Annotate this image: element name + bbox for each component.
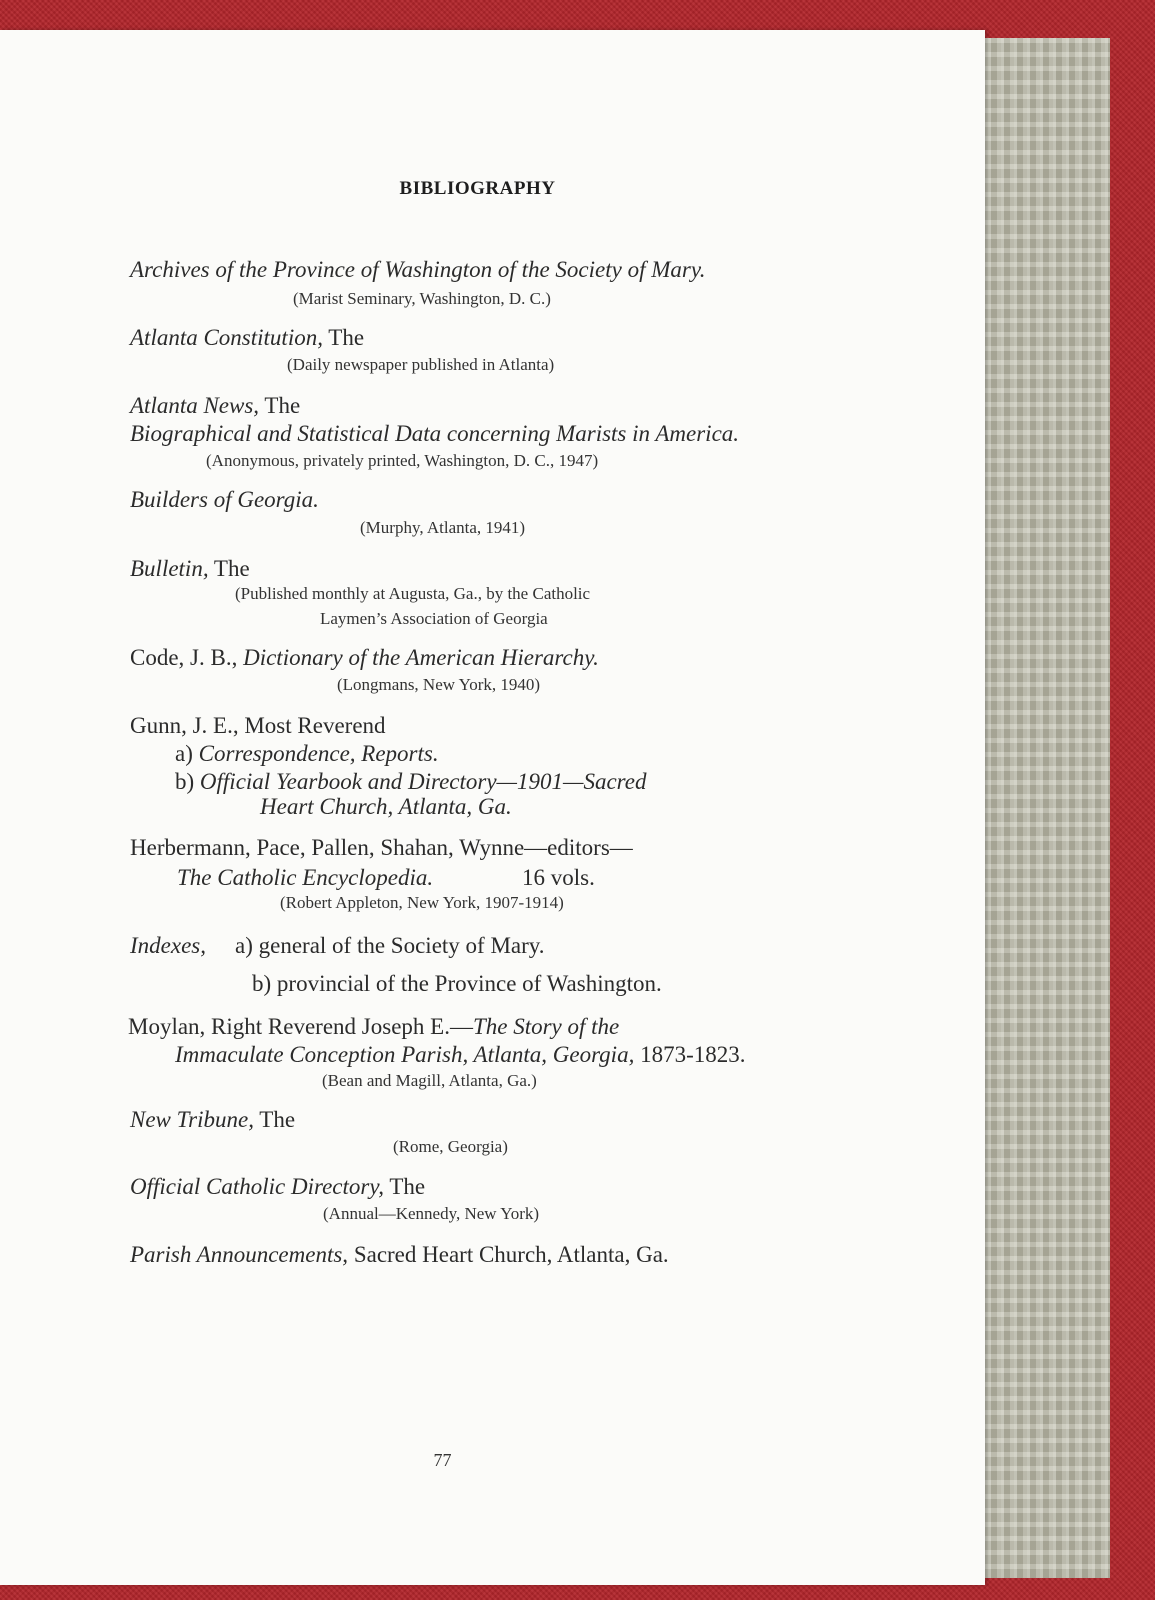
entry-gunn-item-b-cont: Heart Church, Atlanta, Ga. bbox=[260, 794, 512, 819]
book-page bbox=[0, 30, 985, 1585]
entry-constitution-suffix: The bbox=[322, 325, 365, 350]
entry-moylan-cont bbox=[175, 1041, 746, 1069]
entry-moylan-title-2: Immaculate Conception Parish, Atlanta, Georgia, bbox=[175, 1042, 635, 1067]
entry-indexes-item-b: b) provincial of the Province of Washington. bbox=[252, 971, 662, 996]
entry-moylan-author: Moylan, Right Reverend Joseph E.— bbox=[128, 1014, 473, 1039]
entry-gunn-item-b-marker: b) bbox=[175, 769, 200, 794]
entry-directory-note: (Annual—Kennedy, New York) bbox=[323, 1204, 540, 1223]
entry-constitution bbox=[130, 324, 364, 352]
entry-directory bbox=[130, 1173, 425, 1201]
entry-moylan-years: 1873-1823. bbox=[634, 1042, 746, 1067]
entry-archives-note: (Marist Seminary, Washington, D. C.) bbox=[293, 289, 551, 308]
entry-tribune bbox=[130, 1106, 295, 1134]
entry-tribune-note: (Rome, Georgia) bbox=[393, 1137, 508, 1156]
entry-code-title: Dictionary of the American Hierarchy. bbox=[243, 645, 599, 670]
entry-news bbox=[130, 392, 300, 420]
entry-code-note: (Longmans, New York, 1940) bbox=[337, 675, 541, 694]
entry-biographical-title: Biographical and Statistical Data concerning Marists in America. bbox=[130, 421, 740, 446]
entry-archives-title: Archives of the Province of Washington of the Society of Mary. bbox=[130, 257, 706, 282]
entry-tribune-title: New Tribune, bbox=[130, 1107, 254, 1132]
entry-bulletin-note-1: (Published monthly at Augusta, Ga., by the Catholic bbox=[235, 584, 591, 603]
entry-builders-note: (Murphy, Atlanta, 1941) bbox=[360, 518, 526, 537]
entry-bulletin-note-2: Laymen’s Association of Georgia bbox=[320, 609, 548, 628]
entry-tribune-suffix: The bbox=[253, 1107, 296, 1132]
entry-directory-title: Official Catholic Directory, bbox=[130, 1174, 385, 1199]
entry-moylan bbox=[128, 1013, 619, 1041]
entry-moylan-title-1: The Story of the bbox=[472, 1014, 620, 1039]
entry-herbermann-volumes: 16 vols. bbox=[522, 865, 595, 890]
entry-gunn-item-b-text: Official Yearbook and Directory—1901—Sacred bbox=[199, 769, 647, 794]
entry-builders-title: Builders of Georgia. bbox=[130, 487, 319, 512]
entry-gunn-item-b bbox=[175, 768, 646, 796]
entry-announcements-suffix: Sacred Heart Church, Atlanta, Ga. bbox=[348, 1242, 669, 1267]
entry-announcements bbox=[130, 1241, 669, 1269]
entry-news-suffix: The bbox=[259, 393, 301, 418]
entry-bulletin-suffix: The bbox=[208, 556, 250, 581]
entry-herbermann-title: The Catholic Encyclopedia. bbox=[177, 865, 434, 890]
entry-moylan-note: (Bean and Magill, Atlanta, Ga.) bbox=[322, 1071, 537, 1090]
marbled-endpaper bbox=[975, 38, 1110, 1578]
entry-gunn-item-a bbox=[175, 740, 439, 768]
bibliography-content bbox=[0, 30, 985, 1585]
entry-herbermann-note: (Robert Appleton, New York, 1907-1914) bbox=[280, 893, 564, 912]
entry-gunn-author: Gunn, J. E., Most Reverend bbox=[130, 713, 386, 738]
entry-herbermann-authors: Herbermann, Pace, Pallen, Shahan, Wynne—editors— bbox=[130, 835, 633, 860]
entry-news-title: Atlanta News, bbox=[130, 393, 260, 418]
entry-announcements-title: Parish Announcements, bbox=[130, 1242, 349, 1267]
entry-biographical-note: (Anonymous, privately printed, Washington, D. C., 1947) bbox=[206, 451, 599, 470]
entry-code bbox=[130, 644, 599, 672]
entry-constitution-title: Atlanta Constitution, bbox=[130, 325, 323, 350]
page-number: 77 bbox=[433, 1450, 452, 1470]
entry-gunn-item-a-text: Correspondence, Reports. bbox=[198, 741, 439, 766]
page-title: BIBLIOGRAPHY bbox=[399, 178, 556, 199]
entry-code-author: Code, J. B., bbox=[130, 645, 244, 670]
entry-indexes-item-a: a) general of the Society of Mary. bbox=[235, 933, 545, 958]
entry-bulletin-title: Bulletin, bbox=[130, 556, 209, 581]
entry-directory-suffix: The bbox=[384, 1174, 426, 1199]
entry-indexes-title: Indexes, bbox=[130, 933, 206, 958]
entry-gunn-item-a-marker: a) bbox=[175, 741, 199, 766]
entry-bulletin bbox=[130, 555, 250, 583]
entry-constitution-note: (Daily newspaper published in Atlanta) bbox=[287, 355, 555, 374]
